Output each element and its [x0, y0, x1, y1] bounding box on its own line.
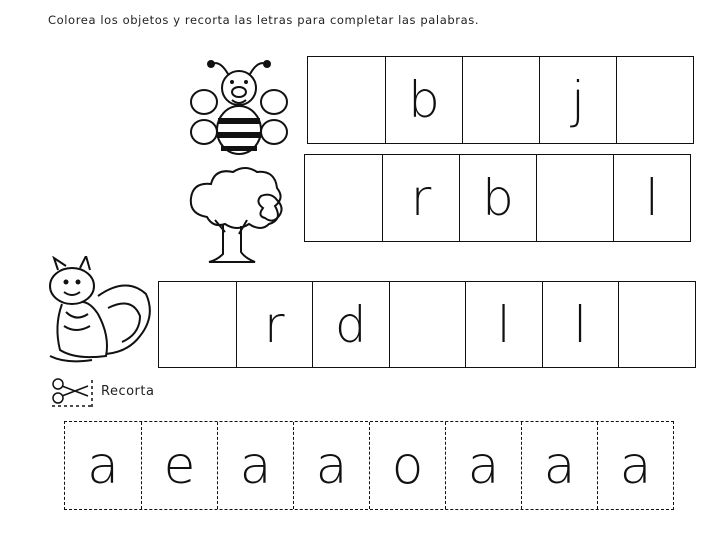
letter-box[interactable] [308, 57, 385, 143]
letter-box[interactable] [618, 282, 695, 367]
letter-box[interactable]: b [385, 57, 462, 143]
word-row-tree [304, 154, 691, 242]
cutout-letter[interactable]: o [369, 422, 445, 509]
instructions: Colorea los objetos y recorta las letras para completar las palabras. [48, 13, 480, 27]
letter-box[interactable]: r [236, 282, 313, 367]
cutout-row [64, 421, 674, 510]
letter-box[interactable] [159, 282, 236, 367]
letter-box[interactable] [389, 282, 466, 367]
scissors-icon [48, 376, 98, 412]
tree-picture [185, 162, 289, 270]
letter-box[interactable]: d [312, 282, 389, 367]
cutout-letter[interactable]: a [597, 422, 673, 509]
cut-label: Recorta [101, 384, 155, 399]
letter-box[interactable] [462, 57, 539, 143]
word-row-squirrel [158, 281, 696, 368]
letter-box[interactable]: l [465, 282, 542, 367]
letter-box[interactable] [616, 57, 693, 143]
letter-box[interactable]: l [542, 282, 619, 367]
letter-box[interactable]: l [613, 155, 690, 241]
cutout-letter[interactable]: a [293, 422, 369, 509]
bee-picture [188, 52, 292, 156]
letter-box[interactable] [536, 155, 613, 241]
cutout-letter[interactable]: a [87, 435, 119, 496]
cutout-letter[interactable]: a [217, 422, 293, 509]
letter-box[interactable]: j [539, 57, 616, 143]
word-row-bee [307, 56, 694, 144]
squirrel-picture [36, 256, 156, 368]
letter-box[interactable]: r [382, 155, 459, 241]
cutout-letter[interactable]: a [521, 422, 597, 509]
letter-box[interactable] [305, 155, 382, 241]
letter-box[interactable]: b [459, 155, 536, 241]
cutout-letter[interactable]: e [141, 422, 217, 509]
cutout-letter[interactable]: a [445, 422, 521, 509]
